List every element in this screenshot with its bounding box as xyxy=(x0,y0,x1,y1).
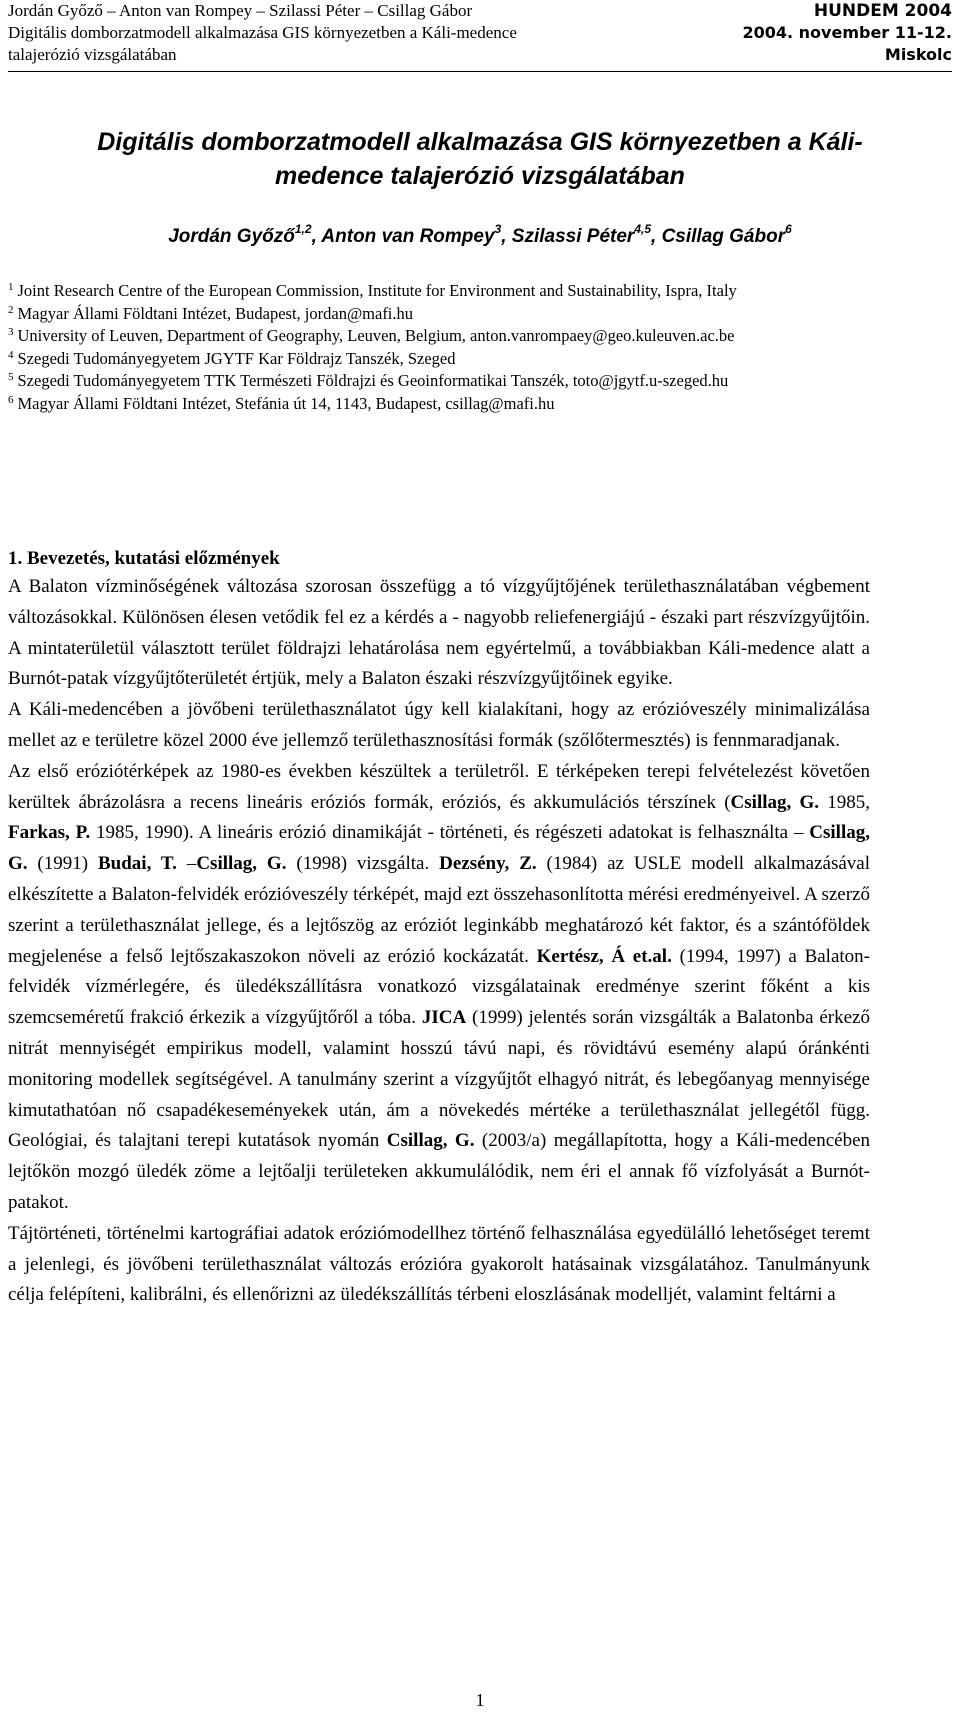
citation: Csillag, G. xyxy=(386,1130,475,1152)
citation: Csillag, G. xyxy=(196,853,287,875)
conference-city: Miskolc xyxy=(884,45,952,64)
citation: Csillag, G. xyxy=(730,791,820,813)
affiliation-number: 4 xyxy=(8,348,14,361)
affiliation xyxy=(8,370,852,393)
affiliation-text: Szegedi Tudományegyetem TTK Természeti Földrajzi és Geoinformatikai Tanszék, toto@jgytf.u-szeged.hu xyxy=(17,371,729,391)
text-run: (1984) az USLE modell alkalmazásával elkészítette a Balaton-felvidék erózióveszély térképét, majd ezt összehasonlította mérési eredményeivel. A szerző szerint a területhasználat jellege, és a lejtőszög az eróziót leginkább meghatározó két faktor, és a szántóföldek megjelenése a felső lejtőszakaszokon növeli az erózió kockázatát. xyxy=(8,853,870,967)
affiliation-text: University of Leuven, Department of Geography, Leuven, Belgium, anton.vanrompaey@geo.kuleuven.ac.be xyxy=(17,326,735,346)
running-header-left xyxy=(8,0,517,66)
citation: JICA xyxy=(421,1007,467,1029)
header-authors: Jordán Győző – Anton van Rompey – Szilassi Péter – Csillag Gábor xyxy=(8,1,473,20)
header-title-line1: Digitális domborzatmodell alkalmazása GIS környezetben a Káli-medence xyxy=(8,23,517,42)
paragraph: Tájtörténeti, történelmi kartográfiai adatok eróziómodellhez történő felhasználása egyedülálló lehetőséget teremt a jelenlegi, és jövőbeni területhasználat változás erózióra gyakorolt hatásainak vizsgálatához. Tanulmányunk célja felépíteni, kalibrálni, és ellenőrizni az üledékszállítás térbeni eloszlásának modelljét, valamint feltárni a xyxy=(8,1222,870,1306)
author-affil-mark: 4,5 xyxy=(634,222,652,236)
text-run: (1994, 1997) a Balaton-felvidék vízmérlegére, és üledékszállításra vonatkozó vizsgálatainak eredménye szerint főként a kis szemcseméretű frakció érkezik a vízgyűjtőről a tóba. xyxy=(8,945,870,1029)
citation: Dezsény, Z. xyxy=(439,853,537,875)
affiliation xyxy=(8,303,852,326)
author-affil-mark: 6 xyxy=(785,222,792,236)
author-affil-mark: 1,2 xyxy=(294,222,312,236)
running-header-right xyxy=(742,0,952,66)
author-list: Jordán Győző$^{1,2}$, Anton van Rompey$^3$, Szilassi Péter$^{4,5}$, Csillag Gábor$^6$ xyxy=(168,222,792,247)
affiliation-text: Magyar Állami Földtani Intézet, Budapest, jordan@mafi.hu xyxy=(17,303,414,323)
section-heading: 1. Bevezetés, kutatási előzmények xyxy=(8,548,280,569)
text-run: Az első eróziótérképek az 1980-es években készültek a területről. E térképeken terepi felvételezést követően kerültek ábrázolásra a recens lineáris eróziós formák, eróziós, és akkumulációs térszínek ( xyxy=(8,760,870,813)
affiliation-text: Joint Research Centre of the European Commission, Institute for Environment and Sustainability, Ispra, Italy xyxy=(17,281,737,300)
affiliation-text: Magyar Állami Földtani Intézet, Stefánia út 14, 1143, Budapest, csillag@mafi.hu xyxy=(17,393,555,413)
text-run: 1985, xyxy=(819,791,870,813)
affiliation-number: 6 xyxy=(8,393,14,406)
affiliation xyxy=(8,325,852,348)
affiliation xyxy=(8,393,852,416)
header-title-line2: talajerózió vizsgálatában xyxy=(8,45,177,64)
affiliation-list xyxy=(8,280,852,416)
conference-date: 2004. november 11-12. xyxy=(742,23,952,42)
text-run: 1985, 1990). A lineáris erózió dinamikáját - történeti, és régészeti adatokat is felhasználta – xyxy=(90,822,810,844)
text-run: – xyxy=(176,853,197,875)
paragraph: A Balaton vízminőségének változása szorosan összefügg a tó vízgyűjtőjének területhasználatában végbement változásokkal. Különösen élesen vetődik fel ez a kérdés a - nagyobb reliefenergiájú - északi part részvízgyűjtőin. A mintaterületül választott terület földrajzi lehatárolása nem egyértelmű, a továbbiakban Káli-medence alatt a Burnót-patak vízgyűjtőterületét értjük, mely a Balaton északi részvízgyűjtőinek egyike. xyxy=(8,576,870,690)
paragraph xyxy=(8,757,870,1219)
title-line2: medence talajerózió vizsgálatában xyxy=(275,162,685,190)
author-name: Anton van Rompey xyxy=(321,226,495,247)
affiliation-text: Szegedi Tudományegyetem JGYTF Kar Földrajz Tanszék, Szeged xyxy=(17,348,456,368)
header-rule xyxy=(8,71,952,72)
section-introduction xyxy=(8,546,870,1311)
citation: Kertész, Á et.al. xyxy=(536,945,672,967)
paper-title xyxy=(8,125,952,193)
author-name: Szilassi Péter xyxy=(511,226,635,247)
affiliation-number: 5 xyxy=(8,371,14,384)
text-run: (2003/a) megállapította, hogy a Káli-medencében lejtőkön mozgó üledék zöme a lejtőalji területeken akkumulálódik, nem éri el annak fő vízfolyását a Burnót-patakot. xyxy=(8,1130,871,1213)
text-run: (1998) vizsgálta. xyxy=(286,853,440,875)
text-run: (1999) jelentés során vizsgálták a Balatonba érkező nitrát mennyiségét empirikus modell, valamint hosszú távú napi, és rövidtávú esemény alapú óránkénti monitoring modellek segítségével. A tanulmány szerint a vízgyűjtőt elhagyó nitrát, és lebegőanyag mennyisége kimutathatóan nő csapadékeseményekek után, ám a növekedés mértéke a területhasználat jellegétől függ. Geológiai, és talajtani terepi kutatások nyomán xyxy=(8,1007,870,1152)
citation: Farkas, P. xyxy=(8,822,91,844)
conference-name: HUNDEM 2004 xyxy=(813,1,952,21)
text-run: (1991) xyxy=(27,853,98,875)
section-body xyxy=(8,572,870,1311)
author-name: Jordán Győző xyxy=(168,226,295,247)
page-number: 1 xyxy=(475,1690,485,1710)
affiliation xyxy=(8,348,852,371)
affiliation-number: 2 xyxy=(8,303,14,316)
affiliation xyxy=(8,280,852,303)
citation: Csillag, G. xyxy=(8,822,870,875)
paragraph: A Káli-medencében a jövőbeni területhasználatot úgy kell kialakítani, hogy az erózióveszély minimalizálása mellet az e területre közel 2000 éve jellemző területhasznosítási formák (szőlőtermesztés) is fennmaradjanak. xyxy=(8,699,870,751)
title-line1: Digitális domborzatmodell alkalmazása GIS környezetben a Káli- xyxy=(97,128,863,156)
author-affil-mark: 3 xyxy=(494,222,502,236)
affiliation-number: 1 xyxy=(8,281,14,293)
affiliation-number: 3 xyxy=(8,326,14,339)
author-name: Csillag Gábor xyxy=(661,226,786,247)
citation: Budai, T. xyxy=(98,853,177,875)
